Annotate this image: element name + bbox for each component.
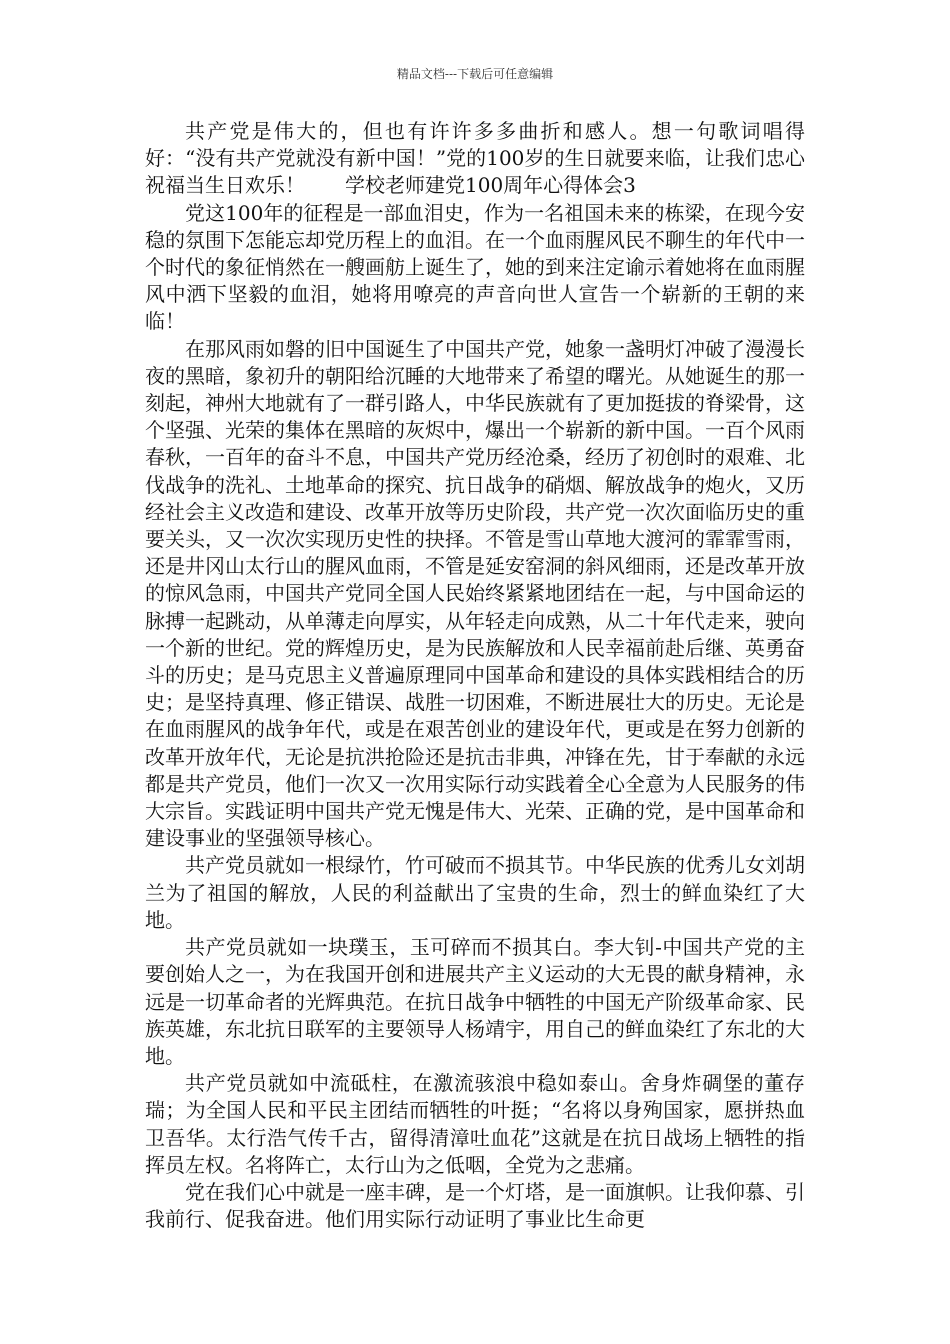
document-body	[145, 118, 805, 1233]
paragraph-monument: 党在我们心中就是一座丰碑，是一个灯塔，是一面旗帜。让我仰慕、引我前行、促我奋进。他们用实际行动证明了事业比生命更	[145, 1179, 805, 1232]
paragraph-jade: 共产党员就如一块璞玉，玉可碎而不损其白。李大钊-中国共产党的主要创始人之一，为在我国开创和进展共产主义运动的大无畏的献身精神，永远是一切革命者的光辉典范。在抗日战争中牺牲的中国无产阶级革命家、民族英雄，东北抗日联军的主要领导人杨靖宇，用自己的鲜血染红了东北的大地。	[145, 935, 805, 1068]
paragraph-intro: 共产党是伟大的，但也有许许多多曲折和感人。想一句歌词唱得好：“没有共产党就没有新中国！”党的100岁的生日就要来临，让我们忠心祝福当生日欢乐！ 学校老师建党100周年心得体会3	[145, 119, 805, 198]
paragraph-party-history: 在那风雨如磐的旧中国诞生了中国共产党，她象一盏明灯冲破了漫漫长夜的黑暗，象初升的朝阳给沉睡的大地带来了希望的曙光。从她诞生的那一刻起，神州大地就有了一群引路人，中华民族就有了更加挺拔的脊梁骨，这个坚强、光荣的集体在黑暗的灰烬中，爆出一个崭新的新中国。一百个风雨春秋，一百年的奋斗不息，中国共产党历经沧桑，经历了初创时的艰难、北伐战争的洗礼、土地革命的探究、抗日战争的硝烟、解放战争的炮火，又历经社会主义改造和建设、改革开放等历史阶段，共产党一次次面临历史的重要关头，又一次次实现历史性的抉择。不管是雪山草地大渡河的霏霏雪雨，还是井冈山太行山的腥风血雨，不管是延安窑洞的斜风细雨，还是改革开放的惊风急雨，中国共产党同全国人民始终紧紧地团结在一起，与中国命运的脉搏一起跳动，从单薄走向厚实，从年轻走向成熟，从二十年代走来，驶向一个新的世纪。党的辉煌历史，是为民族解放和人民幸福前赴后继、英勇奋斗的历史；是马克思主义普遍原理同中国革命和建设的具体实践相结合的历史；是坚持真理、修正错误、战胜一切困难，不断进展壮大的历史。无论是在血雨腥风的战争年代，或是在艰苦创业的建设年代，更或是在努力创新的改革开放年代，无论是抗洪抢险还是抗击非典，冲锋在先，甘于奉献的永远都是共产党员，他们一次又一次用实际行动实践着全心全意为人民服务的伟大宗旨。实践证明中国共产党无愧是伟大、光荣、正确的党，是中国革命和建设事业的坚强领导核心。	[145, 336, 805, 851]
paragraph-green-bamboo: 共产党员就如一根绿竹，竹可破而不损其节。中华民族的优秀儿女刘胡兰为了祖国的解放，人民的利益献出了宝贵的生命，烈士的鲜血染红了大地。	[145, 853, 805, 932]
paragraph-mainstay: 共产党员就如中流砥柱，在激流骇浪中稳如泰山。舍身炸碉堡的董存瑞；为全国人民和平民主团结而牺牲的叶挺；“名将以身殉国家，愿拼热血卫吾华。太行浩气传千古，留得清漳吐血花”这就是在抗日战场上牺牲的指挥员左权。名将阵亡，太行山为之低咽，全党为之悲痛。	[145, 1071, 805, 1177]
paragraph-blood-tears: 党这100年的征程是一部血泪史，作为一名祖国未来的栋梁，在现今安稳的氛围下怎能忘却党历程上的血泪。在一个血雨腥风民不聊生的年代中一个时代的象征悄然在一艘画舫上诞生了，她的到来注定谕示着她将在血雨腥风中洒下坚毅的血泪，她将用嘹亮的声音向世人宣告一个崭新的王朝的来临！	[145, 200, 805, 334]
page-header: 精品文档---下载后可任意编辑	[396, 67, 554, 81]
